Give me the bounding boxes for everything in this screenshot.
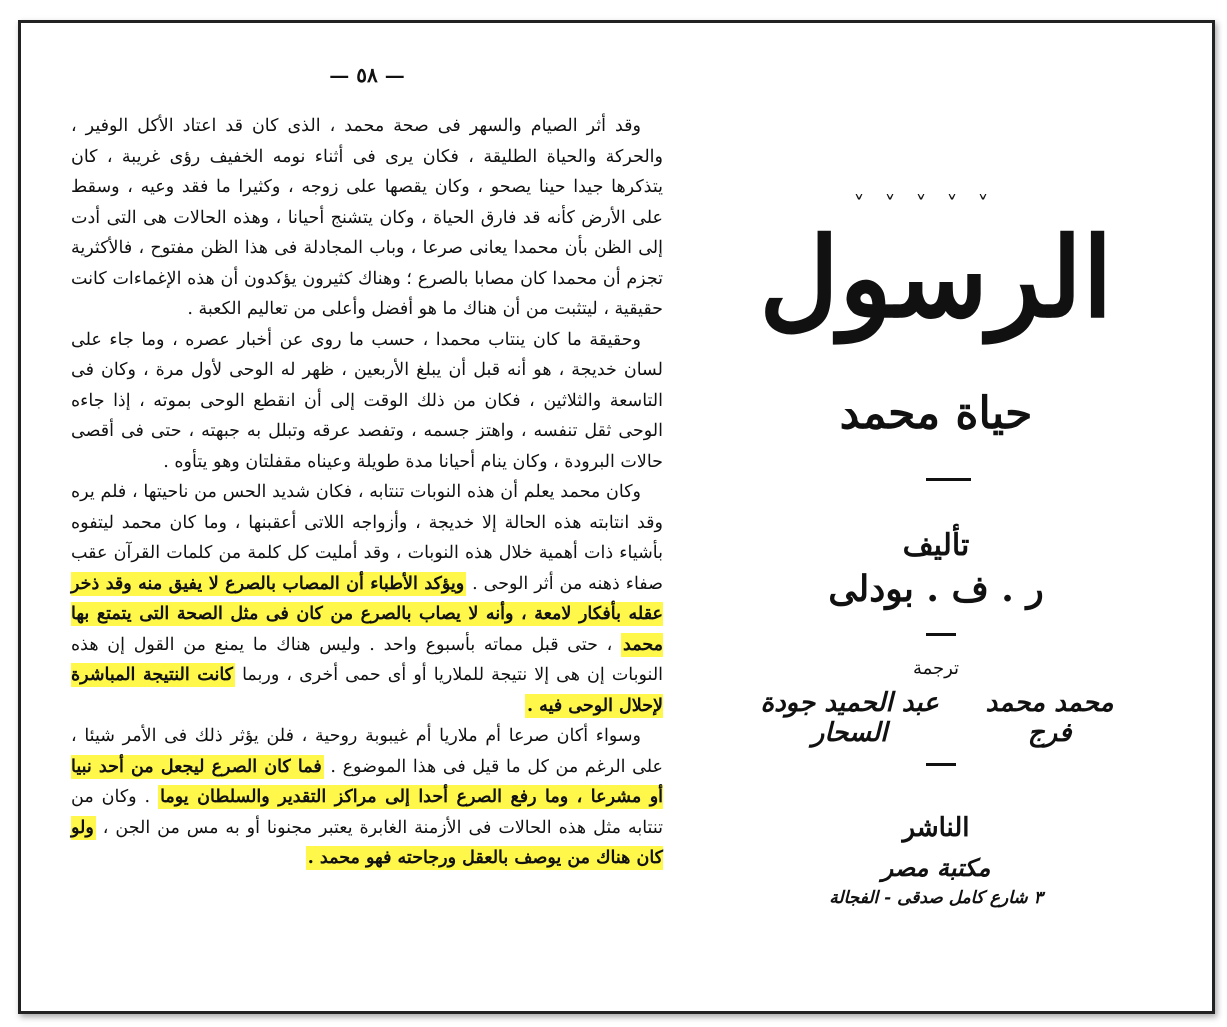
translator-2: عبد الحميد جودة السحار <box>760 688 939 748</box>
divider <box>926 478 971 481</box>
highlighted-text: فما كان الصرع ليجعل من أحد نبيا أو مشرعا ، وما رفع الصرع أحدا إلى مراكز التقدير والسلطان يوما <box>71 756 664 807</box>
paragraph <box>71 325 663 478</box>
publisher-name: مكتبة مصر <box>881 853 991 882</box>
publisher-label: الناشر <box>902 813 970 843</box>
divider <box>926 763 956 766</box>
highlighted-text: ويؤكد الأطباء أن المصاب بالصرع لا يفيق منه وقد ذخر عقله بأفكار لامعة ، وأنه لا يصاب بالصرع من كان فى مثل الصحة التى يتمتع بها محمد <box>71 573 663 655</box>
highlighted-text: ولو كان هناك من يوصف بالعقل ورجاحته فهو محمد . <box>71 817 663 868</box>
divider <box>926 633 956 636</box>
translator-1: محمد محمد فرج <box>985 688 1114 748</box>
paragraph <box>71 111 663 325</box>
translation-label: ترجمة <box>912 658 960 679</box>
paragraph <box>71 721 663 874</box>
publisher-address: ٣ شارع كامل صدقى - الفجالة <box>829 888 1043 908</box>
book-title: الرسول <box>759 213 1113 342</box>
document-frame <box>18 20 1215 1014</box>
body-text <box>71 111 663 874</box>
author-label: تأليف <box>902 528 970 563</box>
text-run: . وكان من تنتابه مثل هذه الحالات فى الأزمنة الغابرة يعتبر مجنونا أو به مس من الجن ، <box>71 787 663 838</box>
page-number: — ٥٨ — <box>329 63 405 87</box>
text-run: وكان محمد يعلم أن هذه النوبات تنتابه ، فكان شديد الحس من ناحيتها ، فلم يره وقد انتابته هذه الحالة إلا خديجة ، وأزواجه اللاتى أعقبنها ، وما كان محمد ليتفوه بأشياء ذات أهمية خلال هذه النوبات ، وقد أمليت كل كلمة من كلمات القرآن عقب صفاء ذهنه من أثر الوحى . <box>71 482 663 594</box>
text-run: ، حتى قبل مماته بأسبوع واحد . وليس هناك ما يمنع من القول إن هذه النوبات إن هى إلا نتيجة للملاريا أو أى حمى أخرى ، وربما <box>71 634 664 685</box>
cover-page <box>721 173 1151 933</box>
text-run: وحقيقة ما كان ينتاب محمدا ، حسب ما روى عن أخبار عصره ، وما جاء على لسان خديجة ، هو أنه قبل أن يبلغ الأربعين ، ظهر له الوحى لأول مرة ، وكان فى التاسعة والثلاثين ، فكان من ذلك الوقت إلى أن انقطع الوحى بموته ، إذا جاءه الوحى ثقل تنفسه ، واهتز جسمه ، وتفصد عرقه وتبلل به جبهته ، حتى فى أقصى حالات البرودة ، وكان ينام أحيانا مدة طويلة وعيناه مقفلتان وهو يتأوه . <box>71 329 663 472</box>
translators <box>731 688 1131 748</box>
text-run: وسواء أكان صرعا أم ملاريا أم غيبوبة روحية ، فلن يؤثر ذلك فى الأمر شيئا ، على الرغم من كل ما قيل فى هذا الموضوع . <box>71 726 663 777</box>
title-ornament: ˅˅˅˅˅ <box>853 193 1009 218</box>
highlighted-text: كانت النتيجة المباشرة لإحلال الوحى فيه . <box>71 665 663 716</box>
paragraph <box>71 477 663 721</box>
left-page <box>71 63 663 1003</box>
text-run: وقد أثر الصيام والسهر فى صحة محمد ، الذى كان قد اعتاد الأكل الوفير ، والحركة والحياة الطليقة ، فكان يرى فى أثناء نومه الخفيف رؤى غريبة ، كان يتذكرها جيدا حينا يصحو ، وكان يقصها على زوجه ، وكثيرا ما فقد وعيه ، وسقط على الأرض كأنه قد فارق الحياة ، وكان يتشنج أحيانا ، وهذه الحالات هى التى أدت إلى الظن بأن محمدا يعانى صرعا ، وباب المجادلة فى هذا الظن مفتوح ، فالأكثرية تجزم أن محمدا كان مصابا بالصرع ؛ وهناك كثيرون يؤكدون أن هذه الإغماءات كانت حقيقية ، ليتثبت من أن هناك ما هو أفضل وأعلى من تعاليم الكعبة . <box>71 116 663 319</box>
author-name: ر . ف . بودلى <box>828 568 1044 610</box>
book-subtitle: حياة محمد <box>839 388 1033 439</box>
